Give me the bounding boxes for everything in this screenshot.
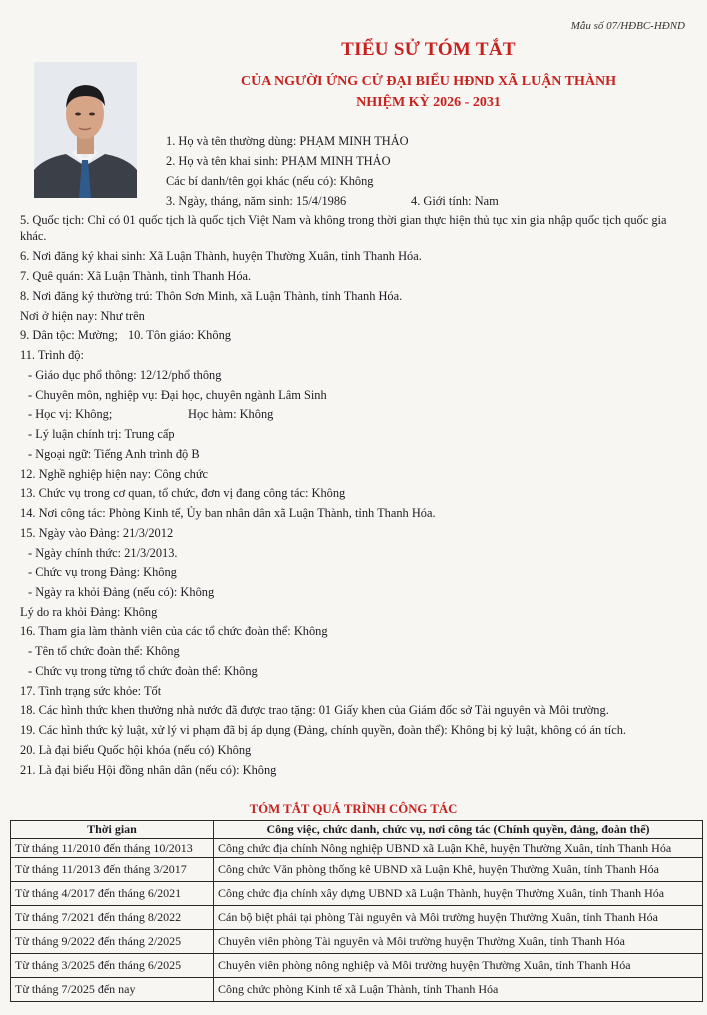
cell-job: Công chức phòng Kinh tế xã Luận Thành, tỉnh Thanh Hóa <box>214 978 703 1002</box>
field-dob-row <box>166 193 546 209</box>
field-general-education: - Giáo dục phổ thông: 12/12/phổ thông <box>28 368 222 382</box>
field-organizations: 16. Tham gia làm thành viên của các tổ chức đoàn thể: Không <box>20 624 328 638</box>
table-row <box>11 978 703 1002</box>
field-party-leave-reason: Lý do ra khỏi Đảng: Không <box>20 605 158 619</box>
cell-period: Từ tháng 11/2010 đến tháng 10/2013 <box>11 839 214 858</box>
work-history-title: TÓM TẮT QUÁ TRÌNH CÔNG TÁC <box>249 802 458 816</box>
form-number: Mẫu số 07/HĐBC-HĐND <box>570 20 685 32</box>
field-current-residence: Nơi ở hiện nay: Như trên <box>20 309 145 323</box>
cell-job: Chuyên viên phòng nông nghiệp và Môi trường huyện Thường Xuân, tỉnh Thanh Hóa <box>214 954 703 978</box>
field-qualifications: 11. Trình độ: <box>20 348 84 362</box>
table-row <box>11 839 703 858</box>
title-block <box>150 38 707 112</box>
field-awards: 18. Các hình thức khen thưởng nhà nước đã được trao tặng: 01 Giấy khen của Giám đốc sở Tài nguyên và Môi trường. <box>20 703 609 717</box>
field-position: 13. Chức vụ trong cơ quan, tổ chức, đơn vị đang công tác: Không <box>20 486 346 500</box>
cell-period: Từ tháng 3/2025 đến tháng 6/2025 <box>11 954 214 978</box>
table-row <box>11 954 703 978</box>
field-religion: 10. Tôn giáo: Không <box>127 328 231 342</box>
field-dob: 3. Ngày, tháng, năm sinh: 15/4/1986 <box>166 194 347 208</box>
field-hometown: 7. Quê quán: Xã Luận Thành, tỉnh Thanh Hóa. <box>20 269 252 283</box>
header-job: Công việc, chức danh, chức vụ, nơi công tác (Chính quyền, đảng, đoàn thể) <box>214 821 703 839</box>
field-gender: 4. Giới tính: Nam <box>411 194 499 208</box>
cell-period: Từ tháng 11/2013 đến tháng 3/2017 <box>11 858 214 882</box>
field-peoples-council: 21. Là đại biểu Hội đồng nhân dân (nếu có): Không <box>20 763 277 777</box>
table-row <box>11 930 703 954</box>
cell-job: Công chức địa chính xây dựng UBND xã Luận Thành, huyện Thường Xuân, tỉnh Thanh Hóa <box>214 882 703 906</box>
field-degree: - Học vị: Không; <box>28 407 113 421</box>
field-birth-registration: 6. Nơi đăng ký khai sinh: Xã Luận Thành, huyện Thường Xuân, tỉnh Thanh Hóa. <box>20 249 422 263</box>
cell-period: Từ tháng 7/2025 đến nay <box>11 978 214 1002</box>
cell-period: Từ tháng 7/2021 đến tháng 8/2022 <box>11 906 214 930</box>
field-organization-position: - Chức vụ trong từng tổ chức đoàn thể: Không <box>28 664 258 678</box>
field-academic-title: Học hàm: Không <box>188 407 274 421</box>
field-permanent-residence: 8. Nơi đăng ký thường trú: Thôn Sơn Minh, xã Luận Thành, tỉnh Thanh Hóa. <box>20 289 403 303</box>
field-foreign-language: - Ngoại ngữ: Tiếng Anh trình độ B <box>28 447 200 461</box>
table-row <box>11 906 703 930</box>
cell-job: Công chức địa chính Nông nghiệp UBND xã Luận Khê, huyện Thường Xuân, tỉnh Thanh Hóa <box>214 839 703 858</box>
term-label: NHIỆM KỲ 2026 - 2031 <box>356 95 501 110</box>
field-workplace: 14. Nơi công tác: Phòng Kinh tế, Ủy ban nhân dân xã Luận Thành, tỉnh Thanh Hóa. <box>20 506 436 520</box>
cell-job: Công chức Văn phòng thống kê UBND xã Luận Khê, huyện Thường Xuân, tỉnh Thanh Hóa <box>214 858 703 882</box>
field-party-leave-date: - Ngày ra khỏi Đảng (nếu có): Không <box>28 585 215 599</box>
field-degree-row <box>28 406 328 422</box>
cell-job: Chuyên viên phòng Tài nguyên và Môi trường huyện Thường Xuân, tỉnh Thanh Hóa <box>214 930 703 954</box>
field-ethnicity: 9. Dân tộc: Mường; <box>20 328 118 342</box>
field-common-name: 1. Họ và tên thường dùng: PHẠM MINH THẢO <box>166 134 409 148</box>
document-title: TIỂU SỬ TÓM TẮT <box>341 39 516 60</box>
cell-period: Từ tháng 9/2022 đến tháng 2/2025 <box>11 930 214 954</box>
field-national-assembly: 20. Là đại biểu Quốc hội khóa (nếu có) Không <box>20 743 252 757</box>
candidate-photo <box>34 62 137 198</box>
field-party-position: - Chức vụ trong Đảng: Không <box>28 565 177 579</box>
field-ethnicity-religion <box>20 327 231 343</box>
field-specialization: - Chuyên môn, nghiệp vụ: Đại học, chuyên ngành Lâm Sinh <box>28 388 327 402</box>
field-political-theory: - Lý luận chính trị: Trung cấp <box>28 427 175 441</box>
field-party-join-date: 15. Ngày vào Đảng: 21/3/2012 <box>20 526 174 540</box>
field-nationality: 5. Quốc tịch: Chỉ có 01 quốc tịch là quốc tịch Việt Nam và không trong thời gian thực hiện thủ tục xin gia nhập quốc tịch quốc gia khác. <box>20 213 667 243</box>
field-aliases: Các bí danh/tên gọi khác (nếu có): Không <box>166 174 374 188</box>
document-subtitle: CỦA NGƯỜI ỨNG CỬ ĐẠI BIỂU HĐND XÃ LUẬN THÀNH <box>240 74 617 89</box>
table-row <box>11 858 703 882</box>
field-health: 17. Tình trạng sức khỏe: Tốt <box>20 684 162 698</box>
work-history-table <box>10 820 703 1002</box>
table-header-row <box>11 821 703 839</box>
field-birth-name: 2. Họ và tên khai sinh: PHẠM MINH THẢO <box>166 154 391 168</box>
field-party-official-date: - Ngày chính thức: 21/3/2013. <box>28 546 178 560</box>
table-row <box>11 882 703 906</box>
header-period: Thời gian <box>11 821 214 839</box>
field-occupation: 12. Nghề nghiệp hiện nay: Công chức <box>20 467 209 481</box>
cell-period: Từ tháng 4/2017 đến tháng 6/2021 <box>11 882 214 906</box>
cell-job: Cán bộ biệt phái tại phòng Tài nguyên và Môi trường huyện Thường Xuân, tỉnh Thanh Hóa <box>214 906 703 930</box>
field-discipline: 19. Các hình thức kỷ luật, xử lý vi phạm đã bị áp dụng (Đảng, chính quyền, đoàn thể): Không bị kỷ luật, không có án tích. <box>20 723 627 737</box>
field-organization-name: - Tên tổ chức đoàn thể: Không <box>28 644 180 658</box>
